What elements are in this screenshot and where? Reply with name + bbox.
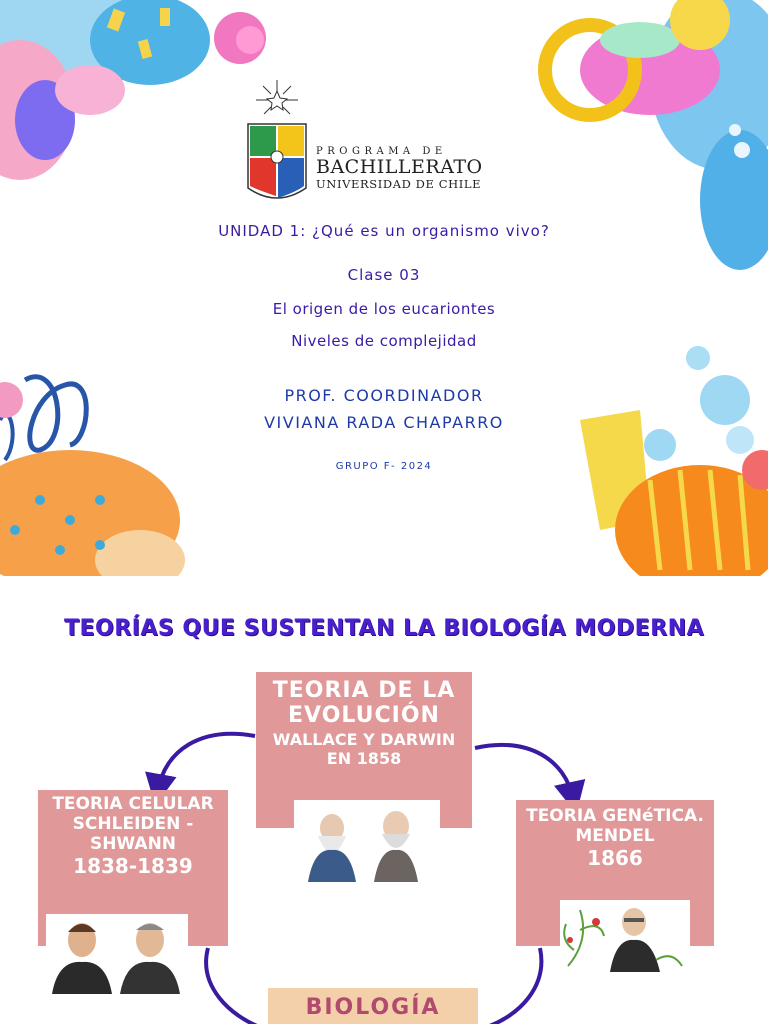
evolution-line-2: EVOLUCIÓN [288, 703, 440, 728]
cell-line-3: SHWANN [89, 834, 177, 854]
slide-title: TEORÍAS QUE SUSTENTAN LA BIOLOGÍA MODERNA [63, 616, 705, 641]
evolution-line-4: EN 1858 [326, 749, 402, 768]
schleiden-schwann-portraits [46, 914, 188, 994]
coordinator-name: VIVIANA RADA CHAPARRO [264, 413, 504, 432]
arrow-evolution-to-genetic [475, 745, 573, 798]
theories-slide [0, 576, 768, 1024]
cell-line-2: SCHLEIDEN - [72, 814, 194, 834]
coordinator-label: PROF. COORDINADOR [284, 386, 484, 405]
evolution-line-1: TEORIA DE LA [272, 678, 456, 703]
arrow-evolution-to-cell [158, 734, 255, 790]
logo-line-bachillerato: BACHILLERATO [316, 156, 483, 178]
topic-2: Niveles de complejidad [291, 332, 477, 350]
mendel-portrait [560, 900, 690, 972]
group-label: GRUPO F- 2024 [335, 461, 433, 472]
topic-1: El origen de los eucariontes [272, 300, 496, 318]
class-number: Clase 03 [347, 266, 421, 284]
logo-line-university: UNIVERSIDAD DE CHILE [316, 177, 482, 191]
genetic-line-1: TEORIA GENéTICA. [526, 806, 704, 826]
arrow-genetic-to-biology [484, 948, 541, 1024]
evolution-line-3: WALLACE Y DARWIN [272, 730, 456, 749]
logo-wordmark [316, 146, 483, 191]
genetic-line-3: 1866 [587, 846, 643, 870]
genetic-line-2: MENDEL [575, 826, 655, 846]
cell-line-4: 1838-1839 [73, 854, 193, 878]
cell-line-1: TEORIA CELULAR [52, 794, 214, 814]
logo-line-program: PROGRAMA DE [316, 146, 447, 157]
unit-title: UNIDAD 1: ¿Qué es un organismo vivo? [218, 222, 550, 240]
darwin-wallace-portraits [294, 800, 440, 882]
arrow-cell-to-biology [206, 948, 262, 1024]
biology-center-box: BIOLOGÍA [268, 988, 478, 1024]
